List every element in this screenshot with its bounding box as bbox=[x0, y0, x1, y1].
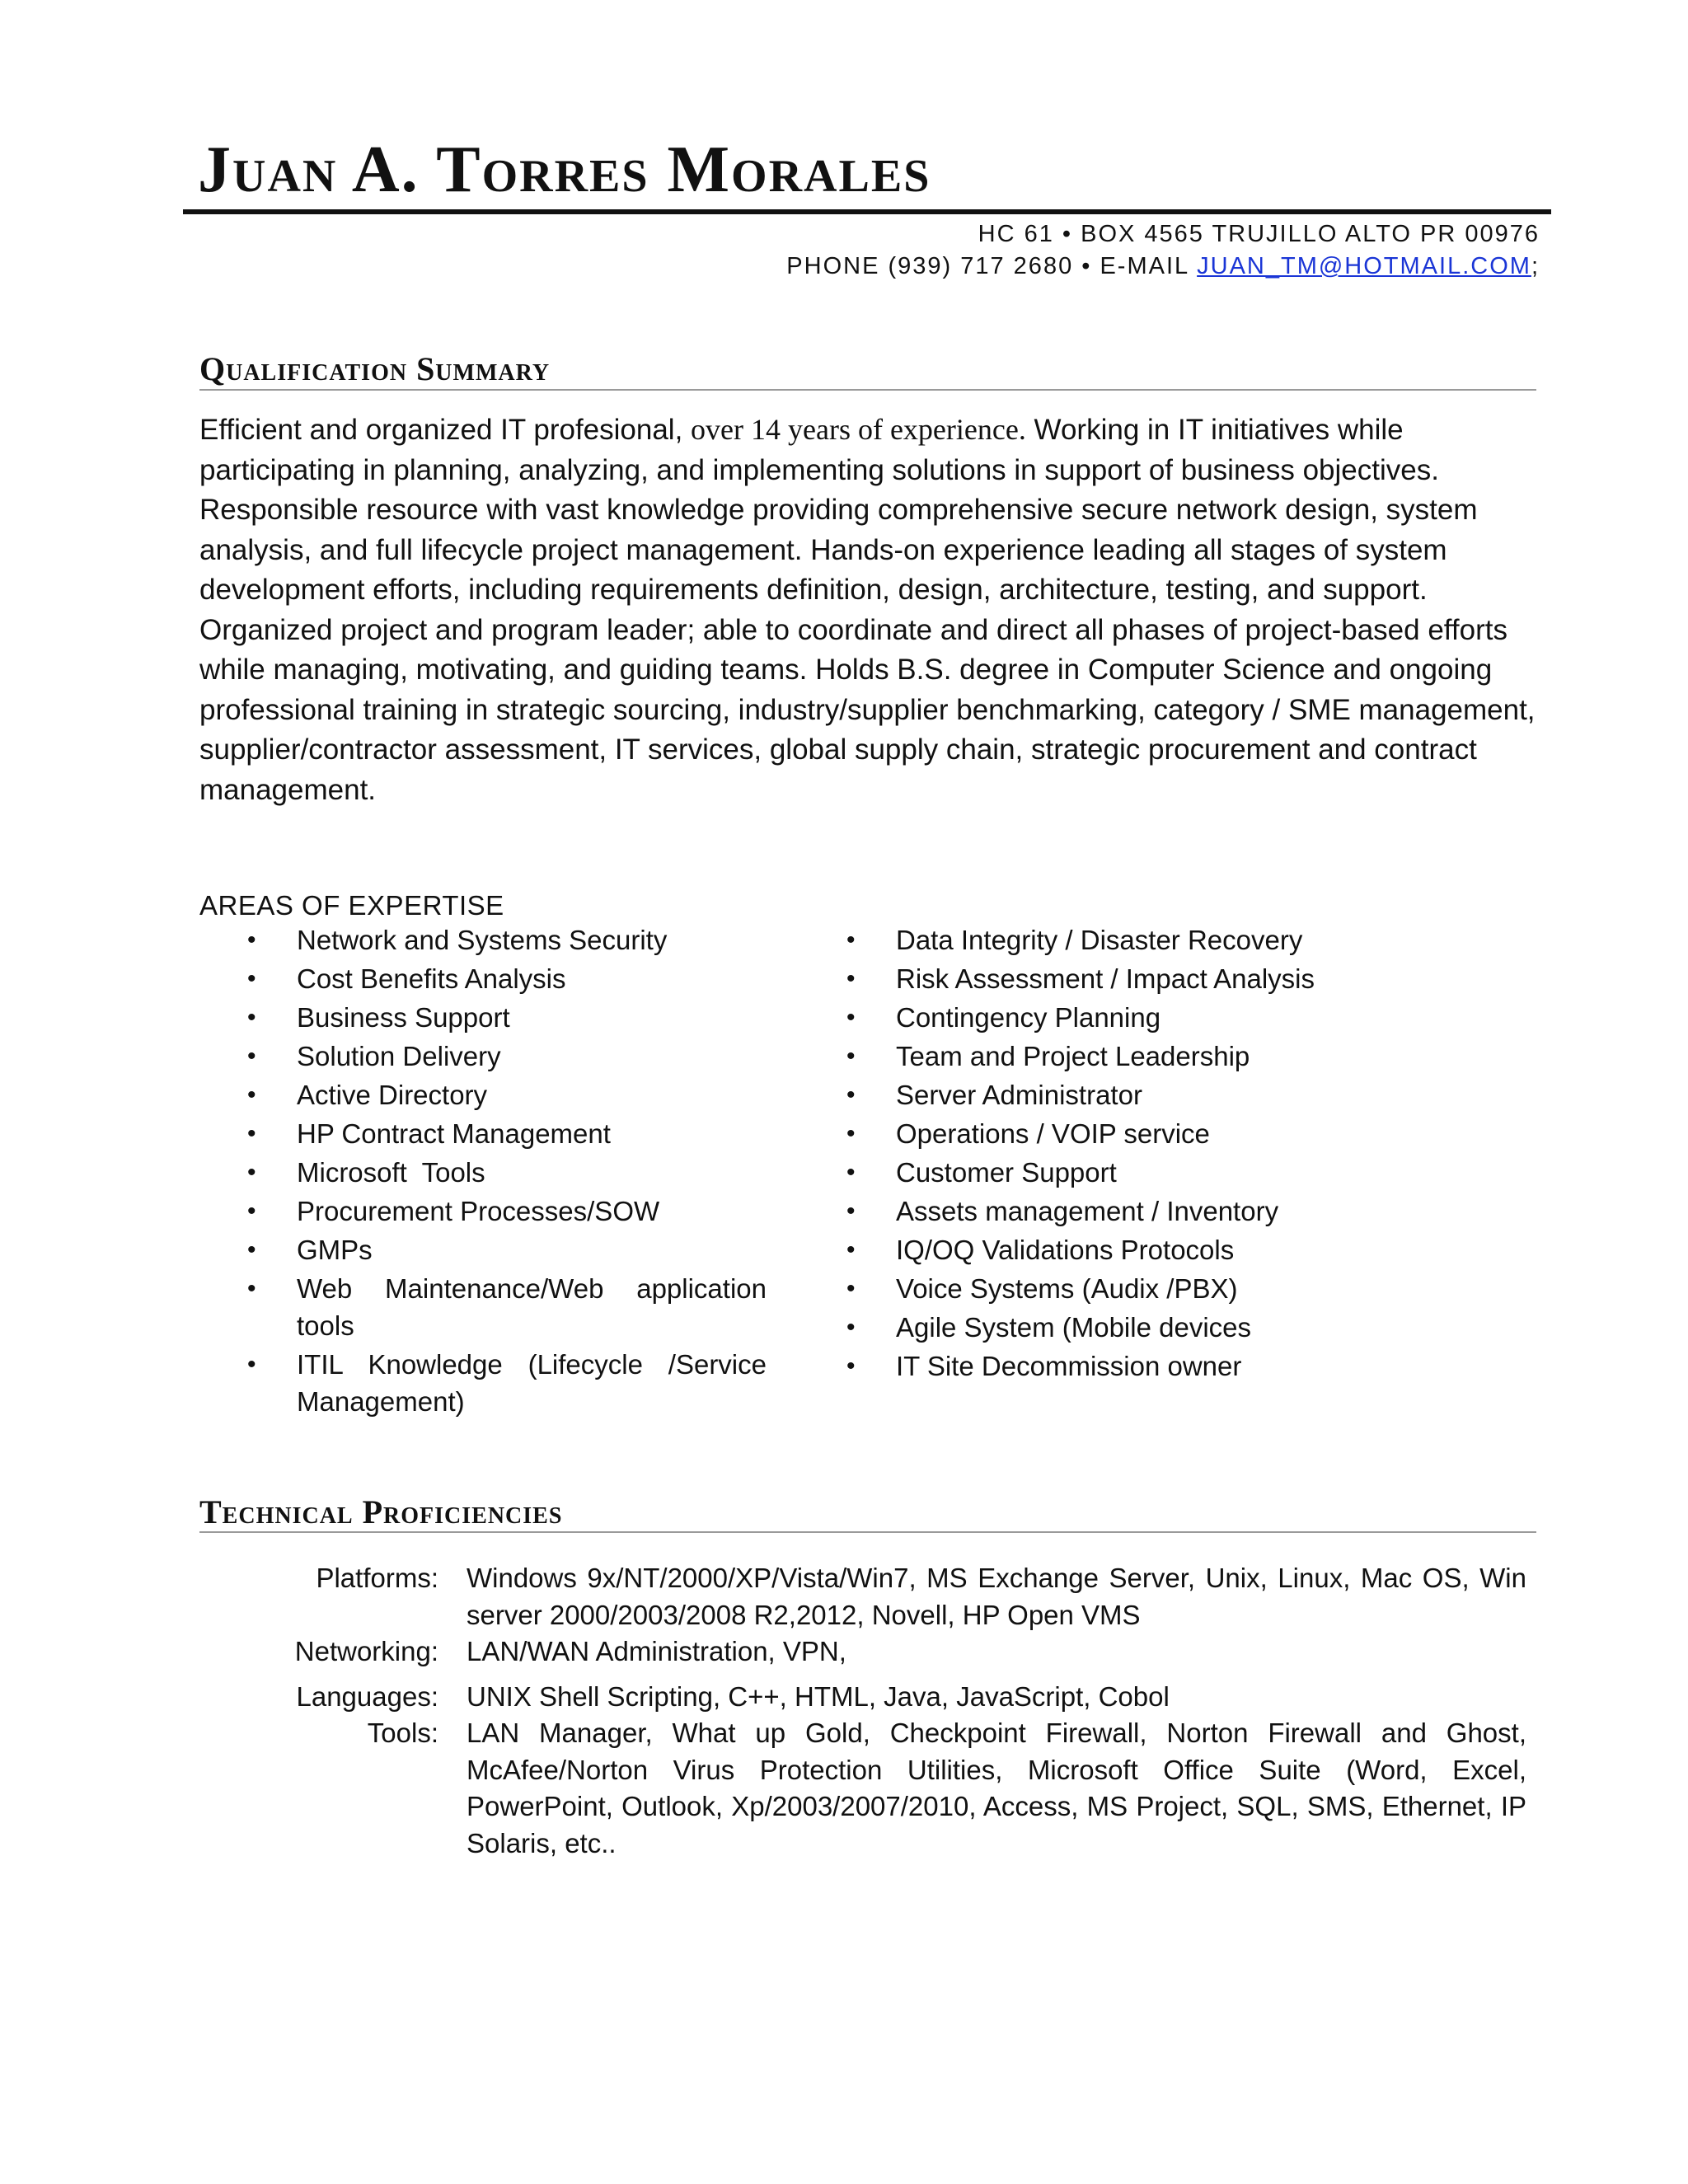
tech-value: LAN/WAN Administration, VPN, bbox=[467, 1636, 846, 1666]
list-item: • ITIL Knowledge (Lifecycle /Service Management) bbox=[247, 1346, 767, 1420]
bullet-icon: • bbox=[247, 926, 256, 954]
bullet-icon: • bbox=[846, 1159, 856, 1186]
bullet-icon: • bbox=[247, 1120, 256, 1147]
list-item: • IQ/OQ Validations Protocols bbox=[846, 1231, 1473, 1268]
tech-value: Windows 9x/NT/2000/XP/Vista/Win7, MS Exchange Server, Unix, Linux, Mac OS, Win server 2000/2003/2008 R2,2012, Novell, HP Open VMS bbox=[467, 1563, 1526, 1630]
bullet-icon: • bbox=[846, 926, 856, 954]
bullet-icon: • bbox=[247, 1004, 256, 1031]
tech-row-languages bbox=[199, 1679, 1526, 1716]
bullet-icon: • bbox=[247, 1043, 256, 1070]
email-link[interactable]: JUAN_TM@HOTMAIL.COM bbox=[1197, 253, 1531, 279]
bullet-icon: • bbox=[846, 1352, 856, 1380]
bullet-icon: • bbox=[846, 1004, 856, 1031]
list-item: • Risk Assessment / Impact Analysis bbox=[846, 960, 1473, 997]
list-item: • Procurement Processes/SOW bbox=[247, 1193, 767, 1230]
list-item: • Assets management / Inventory bbox=[846, 1193, 1473, 1230]
bullet-icon: • bbox=[846, 1314, 856, 1341]
list-item: • Operations / VOIP service bbox=[846, 1115, 1473, 1152]
name-divider bbox=[183, 209, 1551, 214]
tech-row-platforms bbox=[199, 1560, 1526, 1633]
list-item: • IT Site Decommission owner bbox=[846, 1347, 1473, 1385]
list-item: • Contingency Planning bbox=[846, 999, 1473, 1036]
address-line: HC 61 • BOX 4565 TRUJILLO ALTO PR 00976 bbox=[978, 221, 1540, 247]
list-item: • Data Integrity / Disaster Recovery bbox=[846, 921, 1473, 958]
summary-part-experience: over 14 years of experience. bbox=[691, 413, 1026, 446]
email-suffix: ; bbox=[1531, 253, 1540, 279]
tech-label: Tools: bbox=[367, 1718, 438, 1748]
bullet-icon: • bbox=[247, 1081, 256, 1108]
list-item: • Team and Project Leadership bbox=[846, 1038, 1473, 1075]
list-item: • Agile System (Mobile devices bbox=[846, 1309, 1473, 1346]
technical-divider bbox=[199, 1531, 1536, 1533]
bullet-icon: • bbox=[846, 1043, 856, 1070]
list-item: • Customer Support bbox=[846, 1154, 1473, 1191]
technical-proficiencies-heading: Technical Proficiencies bbox=[199, 1493, 563, 1530]
bullet-icon: • bbox=[846, 965, 856, 992]
list-item: • Microsoft Tools bbox=[247, 1154, 767, 1191]
list-item: • Network and Systems Security bbox=[247, 921, 767, 958]
summary-part-1: Efficient and organized IT profesional, bbox=[199, 414, 692, 446]
bullet-icon: • bbox=[247, 1236, 256, 1263]
tech-value: LAN Manager, What up Gold, Checkpoint Firewall, Norton Firewall and Ghost, McAfee/Norton Virus Protection Utilities, Microsoft Office Suite (Word, Excel, PowerPoint, Outlook, Xp/2003/2007/2010, Access, MS Project, SQL, SMS, Ethernet, IP Solaris, etc.. bbox=[467, 1718, 1526, 1858]
list-item: • Cost Benefits Analysis bbox=[247, 960, 767, 997]
tech-row-tools bbox=[199, 1715, 1526, 1862]
bullet-icon: • bbox=[846, 1197, 856, 1225]
list-item: • Active Directory bbox=[247, 1076, 767, 1113]
summary-part-2: Working in IT initiatives while participating in planning, analyzing, and implementing solutions in support of business objectives. Responsible resource with vast knowledge providing comprehensive secure network design, system analysis, and full lifecycle project management. Hands-on experience leading all stages of system development efforts, including requirements definition, design, architecture, testing, and support. Organized project and program leader; able to coordinate and direct all phases of project-based efforts while managing, motivating, and guiding teams. Holds B.S. degree in Computer Science and ongoing professional training in strategic sourcing, industry/supplier benchmarking, category / SME management, supplier/contractor assessment, IT services, global supply chain, strategic procurement and contract management. bbox=[199, 414, 1536, 806]
qualification-summary-heading: Qualification Summary bbox=[199, 350, 551, 387]
expertise-list-right bbox=[846, 921, 1473, 1386]
bullet-icon: • bbox=[247, 1197, 256, 1225]
bullet-icon: • bbox=[247, 1275, 256, 1302]
bullet-icon: • bbox=[846, 1275, 856, 1302]
tech-label: Platforms: bbox=[316, 1563, 438, 1593]
list-item: • Solution Delivery bbox=[247, 1038, 767, 1075]
list-item: • HP Contract Management bbox=[247, 1115, 767, 1152]
list-item: • GMPs bbox=[247, 1231, 767, 1268]
tech-label: Networking: bbox=[294, 1636, 438, 1666]
bullet-icon: • bbox=[247, 965, 256, 992]
phone-text: PHONE (939) 717 2680 • E-MAIL bbox=[786, 253, 1198, 279]
tech-row-networking bbox=[199, 1633, 1526, 1671]
bullet-icon: • bbox=[846, 1120, 856, 1147]
tech-value: UNIX Shell Scripting, C++, HTML, Java, JavaScript, Cobol bbox=[467, 1680, 1170, 1712]
bullet-icon: • bbox=[846, 1081, 856, 1108]
bullet-icon: • bbox=[846, 1236, 856, 1263]
technical-proficiencies-table bbox=[199, 1560, 1526, 1862]
qualification-divider bbox=[199, 389, 1536, 391]
tech-label: Languages: bbox=[296, 1680, 438, 1712]
qualification-summary-text bbox=[199, 410, 1551, 810]
bullet-icon: • bbox=[247, 1351, 256, 1378]
contact-line bbox=[786, 253, 1540, 280]
list-item: • Web Maintenance/Web application tools bbox=[247, 1270, 767, 1344]
list-item: • Server Administrator bbox=[846, 1076, 1473, 1113]
bullet-icon: • bbox=[247, 1159, 256, 1186]
expertise-list-left bbox=[247, 921, 767, 1422]
list-item: • Voice Systems (Audix /PBX) bbox=[846, 1270, 1473, 1307]
areas-of-expertise-heading: AREAS OF EXPERTISE bbox=[199, 890, 504, 921]
list-item: • Business Support bbox=[247, 999, 767, 1036]
resume-name: Juan A. Torres Morales bbox=[198, 134, 931, 206]
